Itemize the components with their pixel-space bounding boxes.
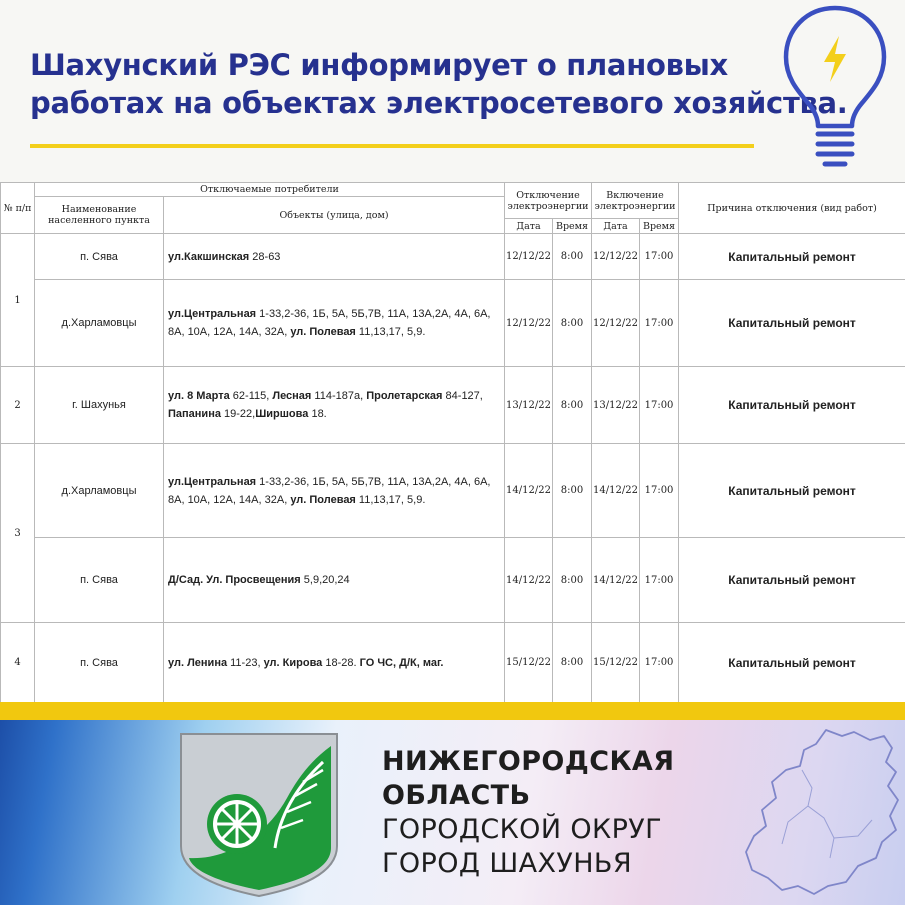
- table-row: [1, 367, 905, 444]
- objects-cell: ул.Центральная 1-33,2-36, 1Б, 5А, 5Б,7В, 11А, 13А,2А, 4А, 6А, 8А, 10А, 12А, 14А, 32А, ул. Полевая 11,13,17, 5,9.: [164, 280, 505, 367]
- table-row: [1, 623, 905, 703]
- settlement-cell: г. Шахунья: [35, 367, 164, 444]
- settlement-cell: п. Сява: [35, 623, 164, 703]
- on-date-cell: 12/12/22: [592, 280, 640, 367]
- region-map-outline-icon: [742, 726, 904, 898]
- reason-cell: Капитальный ремонт: [679, 280, 905, 367]
- on-time-cell: 17:00: [640, 538, 679, 623]
- objects-cell: Д/Сад. Ул. Просвещения 5,9,20,24: [164, 538, 505, 623]
- lightbulb-icon: [778, 2, 892, 170]
- on-date-cell: 14/12/22: [592, 538, 640, 623]
- header-on-date: Дата: [592, 219, 640, 234]
- off-date-cell: 12/12/22: [505, 280, 553, 367]
- reason-cell: Капитальный ремонт: [679, 623, 905, 703]
- header-objects: Объекты (улица, дом): [164, 197, 505, 234]
- off-date-cell: 13/12/22: [505, 367, 553, 444]
- row-number: 1: [1, 234, 35, 367]
- header: [0, 0, 905, 182]
- outage-schedule: [0, 182, 905, 702]
- table-row: [1, 538, 905, 623]
- header-on-time: Время: [640, 219, 679, 234]
- reason-cell: Капитальный ремонт: [679, 538, 905, 623]
- settlement-cell: д.Харламовцы: [35, 444, 164, 538]
- region-line-4: ГОРОД ШАХУНЬЯ: [382, 848, 633, 879]
- off-date-cell: 15/12/22: [505, 623, 553, 703]
- reason-cell: Капитальный ремонт: [679, 444, 905, 538]
- settlement-cell: д.Харламовцы: [35, 280, 164, 367]
- settlement-cell: п. Сява: [35, 234, 164, 280]
- coat-of-arms-icon: [175, 728, 343, 900]
- header-off-time: Время: [553, 219, 592, 234]
- table-row: [1, 234, 905, 280]
- off-date-cell: 14/12/22: [505, 538, 553, 623]
- on-time-cell: 17:00: [640, 367, 679, 444]
- settlement-cell: п. Сява: [35, 538, 164, 623]
- row-number: 4: [1, 623, 35, 703]
- header-reason: Причина отключения (вид работ): [679, 183, 905, 234]
- off-time-cell: 8:00: [553, 538, 592, 623]
- row-number: 2: [1, 367, 35, 444]
- on-time-cell: 17:00: [640, 623, 679, 703]
- title-line-2: работах на объектах электросетевого хозяйства.: [30, 86, 848, 120]
- objects-cell: ул. Ленина 11-23, ул. Кирова 18-28. ГО ЧС, Д/К, маг.: [164, 623, 505, 703]
- header-settlement: Наименование населенного пункта: [35, 197, 164, 234]
- on-date-cell: 15/12/22: [592, 623, 640, 703]
- off-time-cell: 8:00: [553, 234, 592, 280]
- row-number: 3: [1, 444, 35, 623]
- on-date-cell: 13/12/22: [592, 367, 640, 444]
- region-name: [382, 745, 722, 881]
- objects-cell: ул. 8 Марта 62-115, Лесная 114-187а, Пролетарская 84-127, Папанина 19-22,Ширшова 18.: [164, 367, 505, 444]
- on-time-cell: 17:00: [640, 444, 679, 538]
- on-date-cell: 12/12/22: [592, 234, 640, 280]
- header-on: Включение электроэнергии: [592, 183, 679, 219]
- region-line-2: ОБЛАСТЬ: [382, 780, 531, 811]
- off-time-cell: 8:00: [553, 444, 592, 538]
- header-off: Отключение электроэнергии: [505, 183, 592, 219]
- region-line-3: ГОРОДСКОЙ ОКРУГ: [382, 814, 663, 845]
- reason-cell: Капитальный ремонт: [679, 234, 905, 280]
- on-time-cell: 17:00: [640, 280, 679, 367]
- off-time-cell: 8:00: [553, 623, 592, 703]
- region-line-1: НИЖЕГОРОДСКАЯ: [382, 746, 675, 777]
- header-consumers: Отключаемые потребители: [35, 183, 505, 197]
- off-date-cell: 12/12/22: [505, 234, 553, 280]
- header-number: № п/п: [1, 183, 35, 234]
- table-row: [1, 280, 905, 367]
- page-title: [30, 46, 848, 122]
- objects-cell: ул.Какшинская 28-63: [164, 234, 505, 280]
- off-date-cell: 14/12/22: [505, 444, 553, 538]
- table-row: [1, 444, 905, 538]
- outage-table: [0, 182, 905, 703]
- yellow-band: [0, 702, 905, 720]
- objects-cell: ул.Центральная 1-33,2-36, 1Б, 5А, 5Б,7В, 11А, 13А,2А, 4А, 6А, 8А, 10А, 12А, 14А, 32А, ул. Полевая 11,13,17, 5,9.: [164, 444, 505, 538]
- reason-cell: Капитальный ремонт: [679, 367, 905, 444]
- off-time-cell: 8:00: [553, 280, 592, 367]
- off-time-cell: 8:00: [553, 367, 592, 444]
- on-time-cell: 17:00: [640, 234, 679, 280]
- on-date-cell: 14/12/22: [592, 444, 640, 538]
- header-off-date: Дата: [505, 219, 553, 234]
- title-underline: [30, 144, 754, 148]
- title-line-1: Шахунский РЭС информирует о плановых: [30, 48, 728, 82]
